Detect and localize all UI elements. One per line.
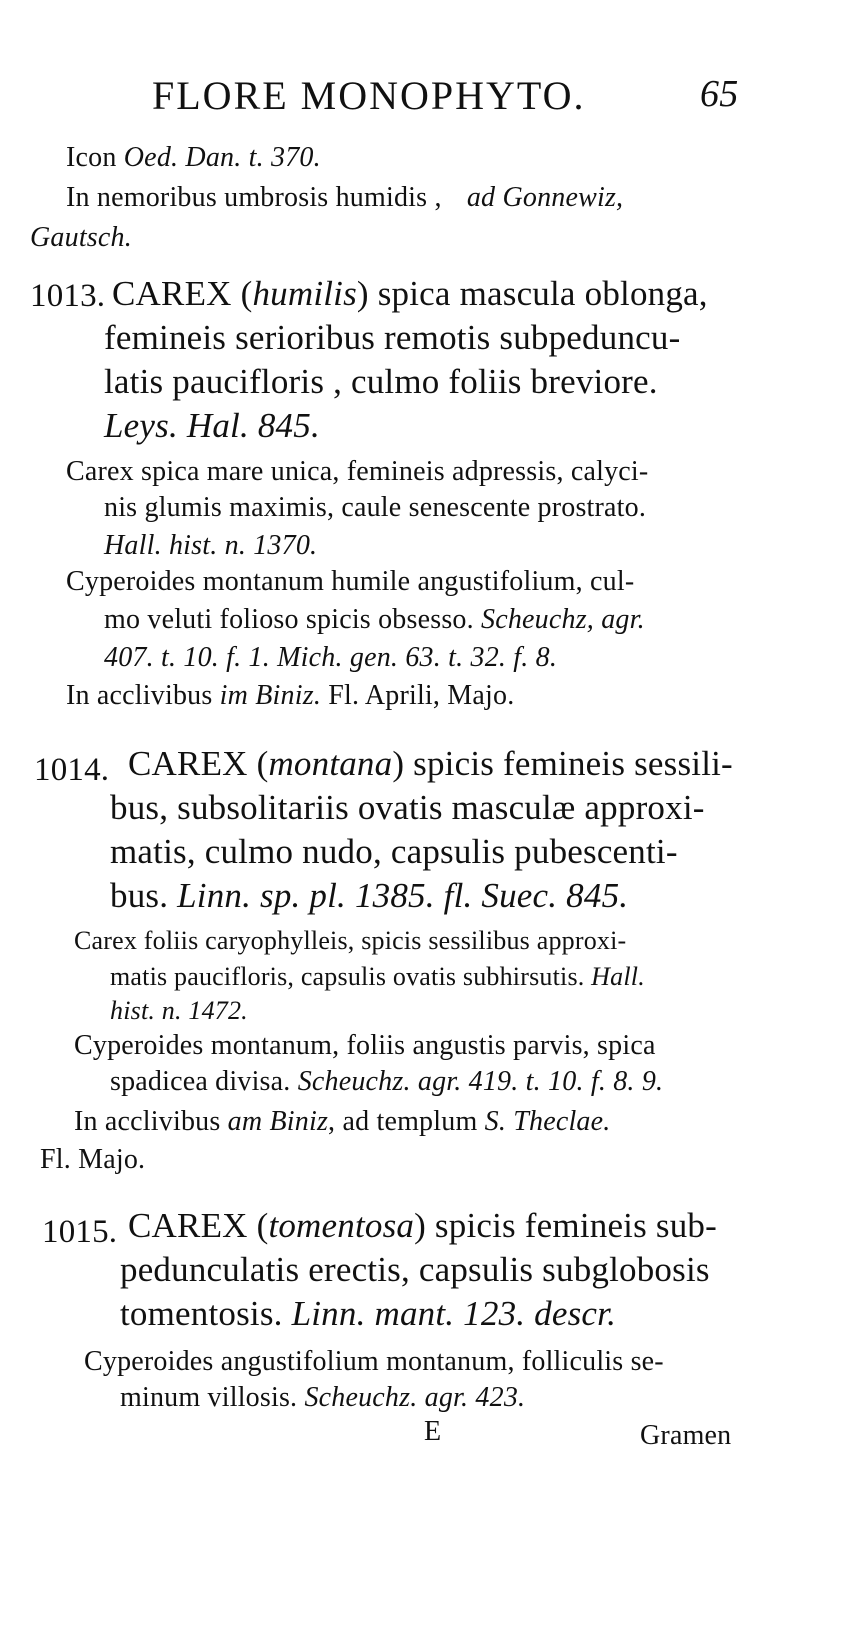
entry-1013-synonym-1-line-3: Hall. hist. n. 1370.	[104, 530, 318, 561]
habitat-text: In acclivibus	[66, 680, 213, 711]
entry-1014-line-4	[110, 876, 628, 916]
intro-line-2	[66, 182, 623, 214]
entry-1015-line-1	[128, 1206, 717, 1246]
intro-habitat: In nemoribus umbrosis humidis ,	[66, 182, 442, 213]
entry-1014-habitat-line-2: Fl. Majo.	[40, 1144, 146, 1175]
flowering-time: Fl. Aprili, Majo.	[328, 680, 515, 711]
catchword: Gramen	[640, 1420, 732, 1451]
habitat-locality: am Biniz	[227, 1106, 329, 1137]
synonym-text: minum villosis.	[120, 1382, 298, 1413]
entry-1013-synonym-2-line-2	[104, 604, 645, 636]
entry-1013-synonym-1-line-1: Carex spica mare unica, femineis adpressis, calyci-	[66, 456, 649, 487]
species-name: tomentosa	[268, 1206, 415, 1245]
entry-1015-synonym-1-line-1: Cyperoides angustifolium montanum, folliculis se-	[84, 1346, 664, 1377]
intro-citation: Oed. Dan. t. 370.	[123, 142, 321, 173]
habitat-text-2: , ad templum	[328, 1106, 478, 1137]
entry-1013-synonym-1-line-2: nis glumis maximis, caule senescente prostrato.	[104, 492, 647, 523]
entry-1013-line-4: Leys. Hal. 845.	[104, 406, 320, 445]
synonym-text: matis paucifloris, capsulis ovatis subhirsutis.	[110, 962, 585, 991]
running-title: FLORE MONOPHYTO.	[152, 73, 586, 118]
synonym-citation: Scheuchz. agr. 423.	[304, 1382, 526, 1413]
entry-1013-synonym-2-line-1: Cyperoides montanum humile angustifolium, cul-	[66, 566, 635, 597]
intro-locality: ad Gonnewiz,	[466, 182, 624, 213]
diagnosis-text: ) spica mascula oblonga,	[356, 274, 708, 313]
intro-line-3: Gautsch.	[30, 222, 132, 253]
synonym-citation: Scheuchz. agr. 419. t. 10. f. 8. 9.	[297, 1066, 664, 1097]
genus-name: CAREX (	[112, 274, 253, 313]
entry-1014-line-2: bus, subsolitariis ovatis masculæ approxi-	[110, 788, 705, 827]
page-number: 65	[700, 73, 739, 115]
entry-1013-line-2: femineis serioribus remotis subpeduncu-	[104, 318, 681, 357]
species-name: montana	[268, 744, 393, 783]
entry-1014-habitat-line-1	[74, 1106, 610, 1138]
entry-1015-synonym-1-line-2	[120, 1382, 525, 1414]
intro-line-1	[66, 142, 321, 174]
entry-1015-line-3	[120, 1294, 616, 1334]
synonym-text: spadicea divisa.	[110, 1066, 291, 1097]
diagnosis-text: bus.	[110, 876, 169, 915]
diagnosis-text: tomentosis.	[120, 1294, 283, 1333]
genus-name: CAREX (	[128, 1206, 269, 1245]
synonym-citation: Scheuchz, agr.	[481, 604, 645, 635]
entry-1013-synonym-2-line-3: 407. t. 10. f. 1. Mich. gen. 63. t. 32. f. 8.	[104, 642, 558, 673]
habitat-text: In acclivibus	[74, 1106, 221, 1137]
entry-1014-synonym-1-line-2	[110, 962, 645, 992]
entry-1014-synonym-1-line-3: hist. n. 1472.	[110, 996, 248, 1025]
habitat-locality-2: S. Theclae.	[484, 1106, 611, 1137]
entry-number-1013: 1013.	[30, 278, 106, 314]
entry-1014-synonym-2-line-1: Cyperoides montanum, foliis angustis parvis, spica	[74, 1030, 656, 1061]
entry-1014-synonym-1-line-1: Carex foliis caryophylleis, spicis sessilibus approxi-	[74, 926, 627, 955]
diagnosis-text: ) spicis femineis sessili-	[392, 744, 733, 783]
diagnosis-text: ) spicis femineis sub-	[414, 1206, 717, 1245]
diagnosis-citation: Linn. sp. pl. 1385. fl. Suec. 845.	[177, 876, 629, 915]
signature-mark: E	[424, 1416, 442, 1447]
entry-1013-line-3: latis paucifloris , culmo foliis breviore.	[104, 362, 658, 401]
intro-icon-label: Icon	[66, 142, 117, 173]
entry-1013-habitat	[66, 680, 514, 712]
diagnosis-citation: Linn. mant. 123. descr.	[291, 1294, 617, 1333]
entry-1013-line-1	[112, 274, 708, 314]
entry-1015-line-2: pedunculatis erectis, capsulis subglobosis	[120, 1250, 710, 1289]
synonym-citation: Hall.	[591, 962, 645, 991]
genus-name: CAREX (	[128, 744, 269, 783]
entry-1014-line-1	[128, 744, 733, 784]
entry-1014-synonym-2-line-2	[110, 1066, 663, 1098]
entry-number-1014: 1014.	[34, 752, 110, 788]
synonym-text: mo veluti folioso spicis obsesso.	[104, 604, 474, 635]
species-name: humilis	[252, 274, 357, 313]
entry-1014-line-3: matis, culmo nudo, capsulis pubescenti-	[110, 832, 678, 871]
entry-number-1015: 1015.	[42, 1214, 118, 1250]
habitat-locality: im Biniz.	[219, 680, 322, 711]
